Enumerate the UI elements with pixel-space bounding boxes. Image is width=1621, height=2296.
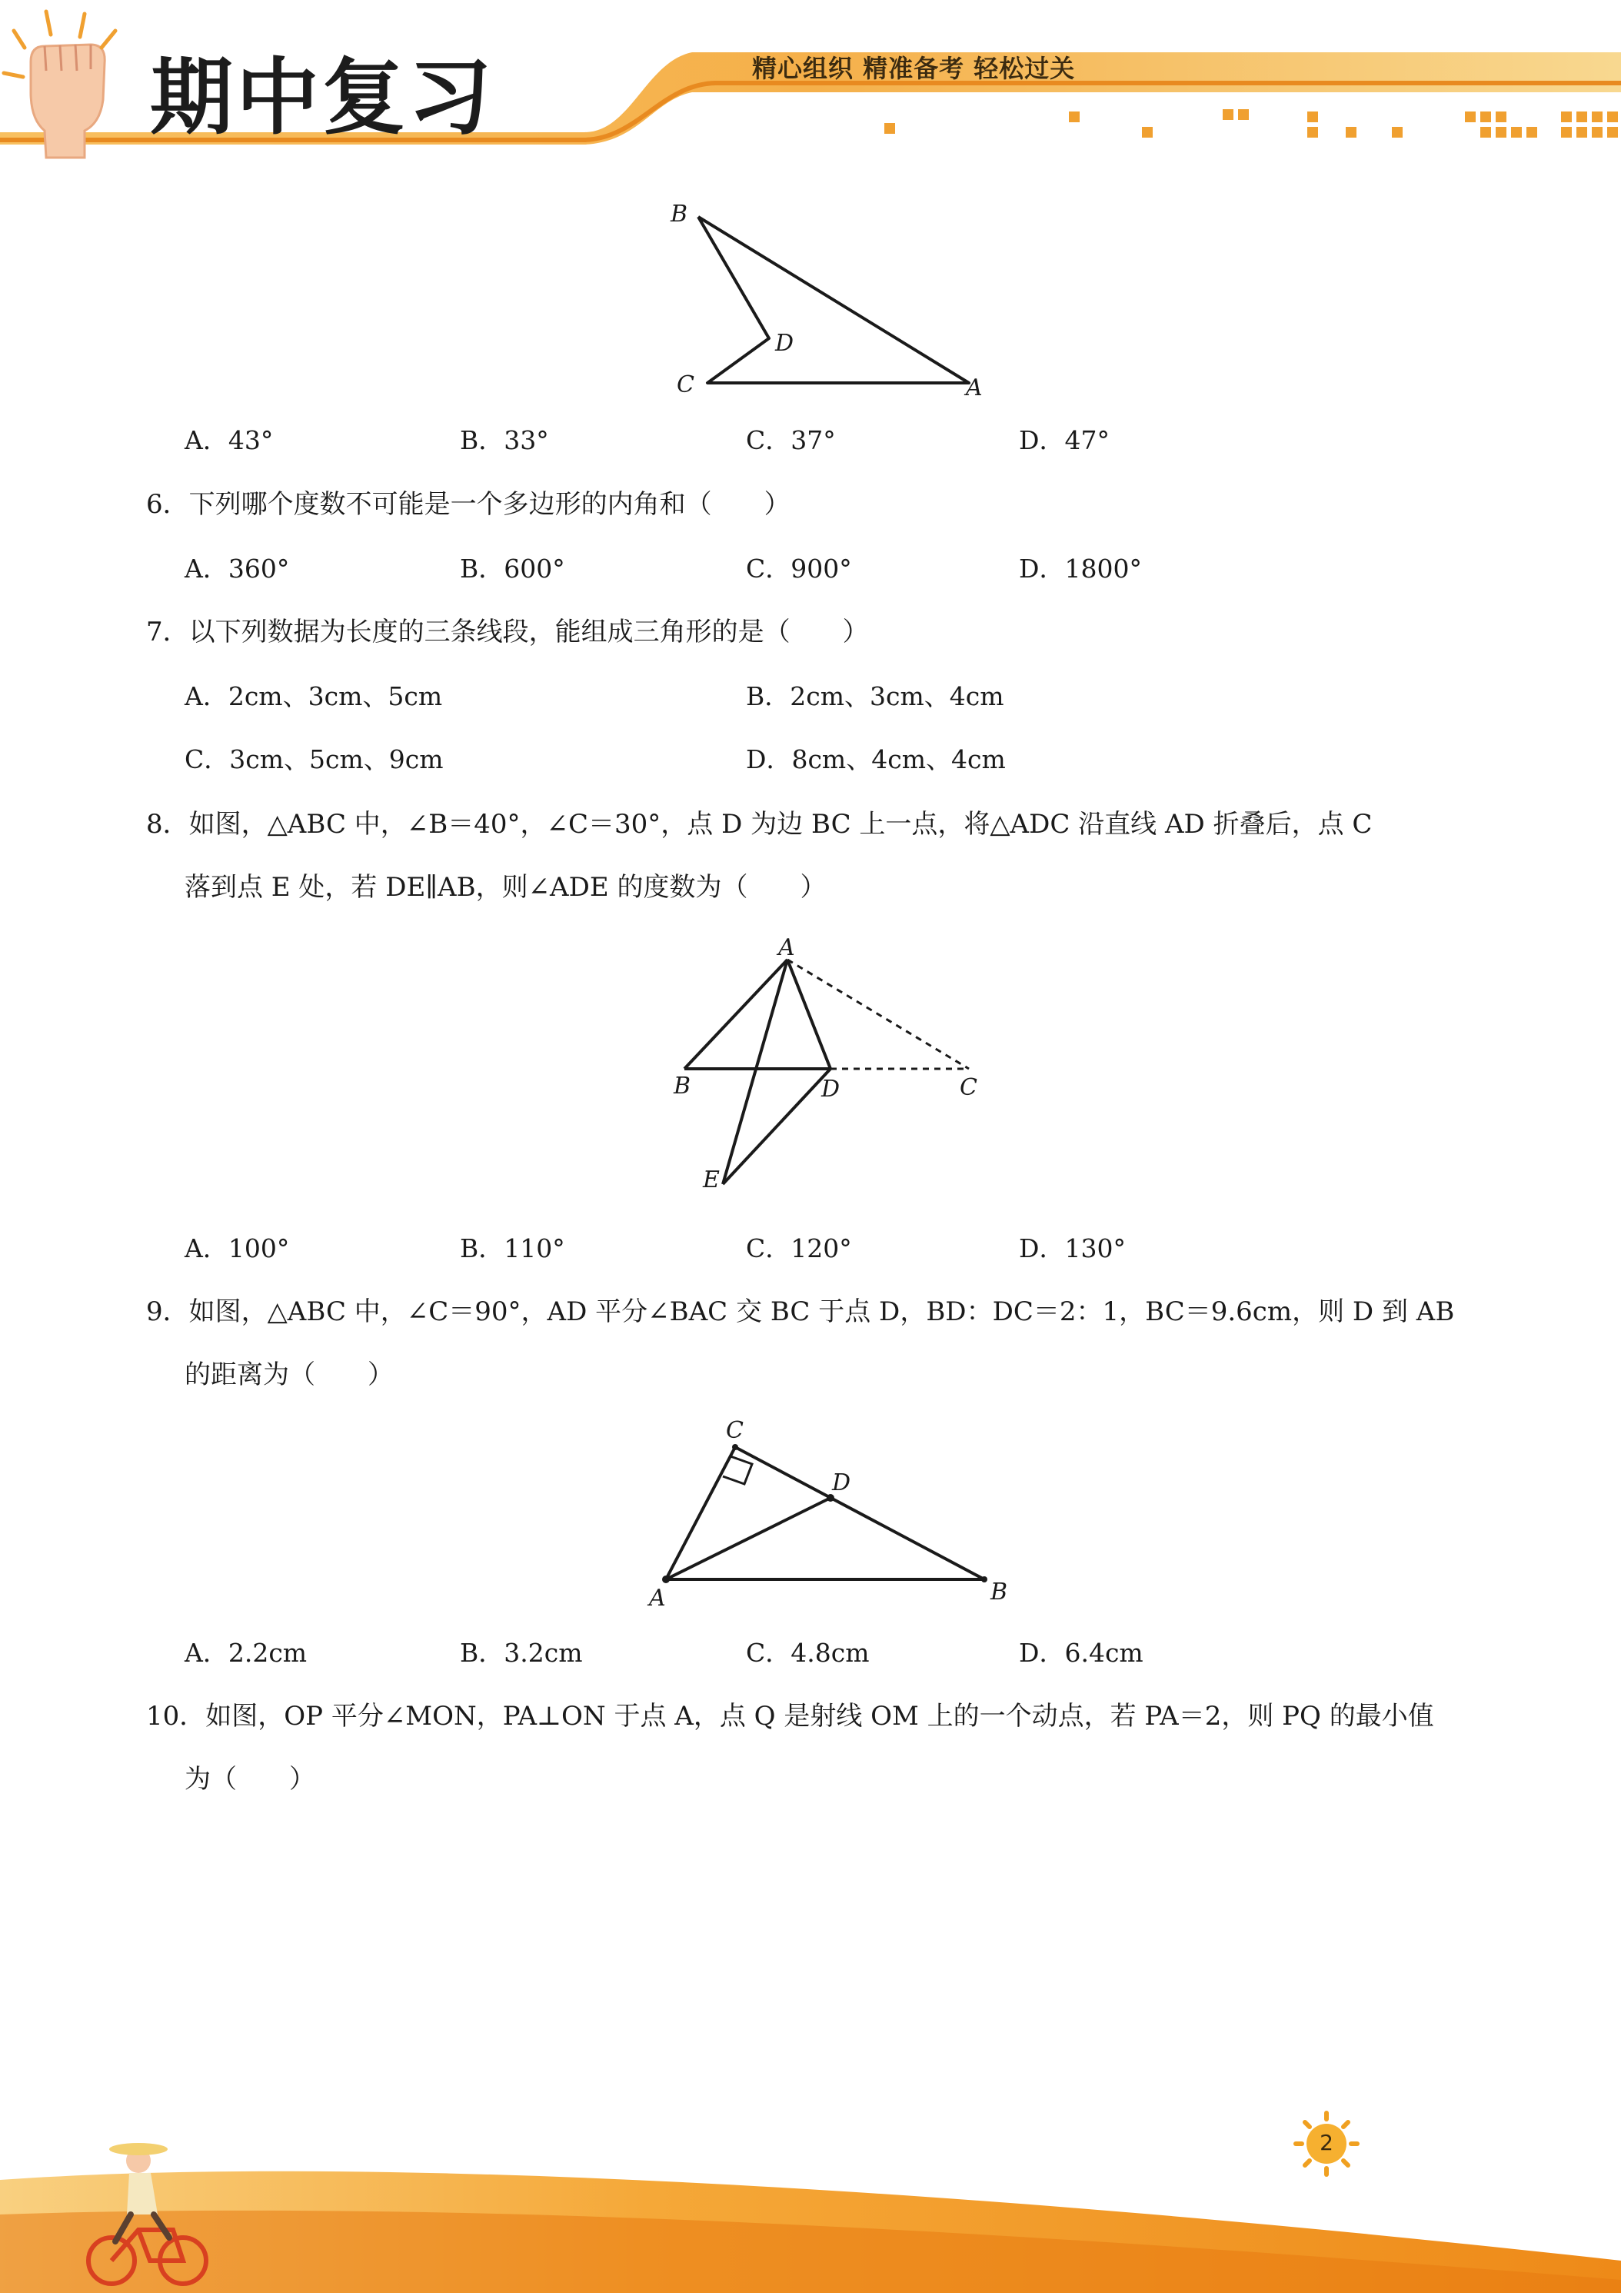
q9-option-b[interactable]: B．3.2cm [460, 1638, 583, 1668]
q9-option-c[interactable]: C．4.8cm [746, 1638, 870, 1668]
q10-stem-line2: 为（ ） [185, 1764, 315, 1795]
q6-stem: 6．下列哪个度数不可能是一个多边形的内角和（ ） [146, 489, 791, 520]
q5-option-d[interactable]: D．47° [1019, 425, 1110, 455]
q8-stem-line2: 落到点 E 处，若 DE∥AB，则∠ADE 的度数为（ ） [185, 872, 827, 903]
q8-option-d[interactable]: D．130° [1019, 1233, 1126, 1263]
page-number: 2 [1320, 2130, 1333, 2155]
q5-label-a: A [966, 374, 983, 401]
q7-option-c[interactable]: C．3cm、5cm、9cm [185, 744, 444, 774]
q9-label-c: C [726, 1417, 744, 1444]
page-header [0, 0, 1621, 169]
q5-shape [698, 217, 969, 383]
page-footer [0, 2107, 1621, 2293]
q8-stem-line1: 8．如图，△ABC 中，∠B＝40°，∠C＝30°，点 D 为边 BC 上一点，将△ADC 沿直线 AD 折叠后，点 C [146, 809, 1373, 840]
q6-option-d[interactable]: D．1800° [1019, 554, 1142, 584]
q5-label-c: C [677, 371, 694, 398]
header-title: 期中复习 [150, 50, 495, 146]
q8-option-a[interactable]: A．100° [185, 1233, 290, 1263]
q5-label-b: B [671, 201, 688, 228]
q6-option-c[interactable]: C．900° [746, 554, 852, 584]
q9-label-a: A [649, 1585, 666, 1612]
header-slogan: 精心组织 精准备考 轻松过关 [752, 54, 1076, 83]
q5-option-c[interactable]: C．37° [746, 425, 836, 455]
q7-stem: 7．以下列数据为长度的三条线段，能组成三角形的是（ ） [146, 617, 869, 647]
q9-figure [638, 1407, 1023, 1615]
q5-figure [661, 192, 1000, 408]
q8-option-b[interactable]: B．110° [460, 1233, 565, 1263]
q9-stem-line1: 9．如图，△ABC 中，∠C＝90°，AD 平分∠BAC 交 BC 于点 D，BD：DC＝2：1，BC＝9.6cm，则 D 到 AB [146, 1296, 1455, 1327]
q7-option-d[interactable]: D．8cm、4cm、4cm [746, 744, 1006, 774]
q9-label-b: B [990, 1579, 1008, 1606]
q7-option-b[interactable]: B．2cm、3cm、4cm [746, 681, 1004, 711]
q9-stem-line2: 的距离为（ ） [185, 1359, 394, 1390]
q5-option-b[interactable]: B．33° [460, 425, 549, 455]
q8-label-e: E [703, 1166, 720, 1193]
q6-option-b[interactable]: B．600° [460, 554, 565, 584]
q8-label-c: C [960, 1074, 977, 1101]
q5-option-a[interactable]: A．43° [185, 425, 274, 455]
q9-option-d[interactable]: D．6.4cm [1019, 1638, 1143, 1668]
footer-banner [0, 2107, 1621, 2293]
q9-option-a[interactable]: A．2.2cm [185, 1638, 308, 1668]
q8-figure [661, 930, 1000, 1200]
header-dots [884, 109, 1618, 138]
q7-option-a[interactable]: A．2cm、3cm、5cm [185, 681, 443, 711]
q10-stem-line1: 10．如图，OP 平分∠MON，PA⊥ON 于点 A，点 Q 是射线 OM 上的一个动点，若 PA＝2，则 PQ 的最小值 [146, 1701, 1434, 1732]
q8-label-a: A [778, 934, 795, 961]
q8-option-c[interactable]: C．120° [746, 1233, 852, 1263]
q5-label-d: D [775, 330, 794, 357]
q8-label-d: D [821, 1076, 840, 1103]
q8-label-b: B [674, 1073, 691, 1100]
q6-option-a[interactable]: A．360° [185, 554, 290, 584]
q9-label-d: D [832, 1469, 851, 1496]
